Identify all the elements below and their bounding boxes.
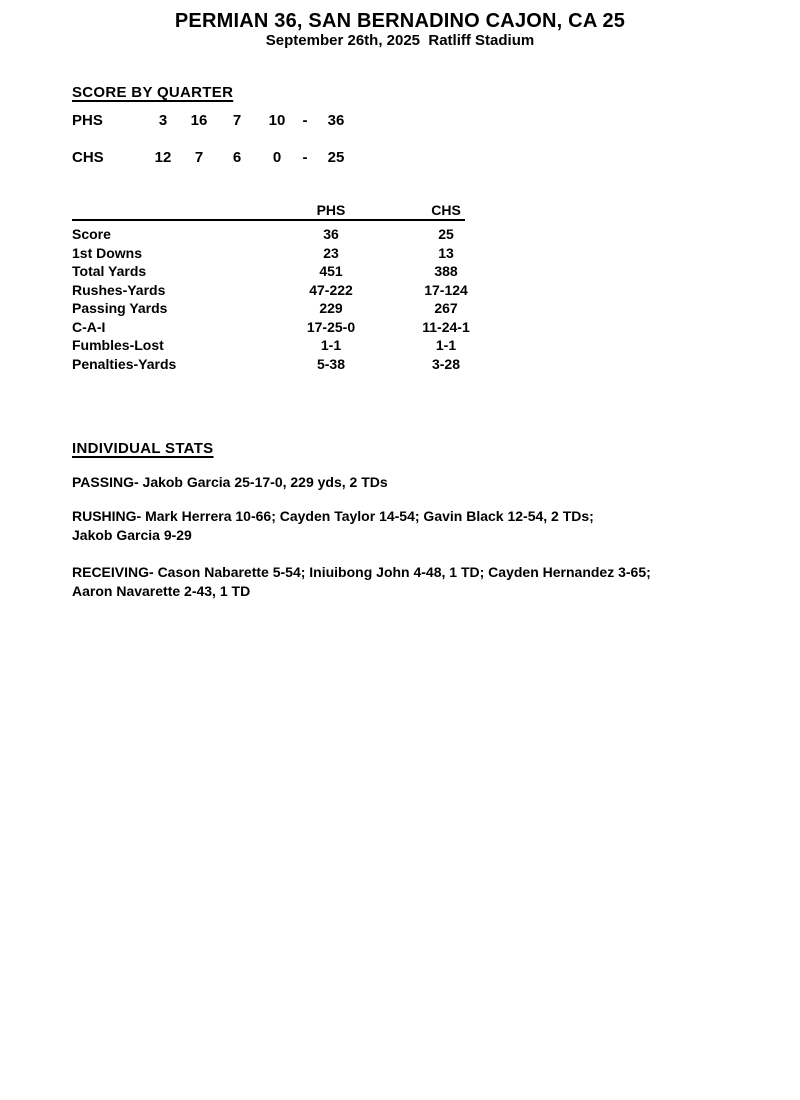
score-separator: - [302,112,308,129]
stat-value-chs: 13 [438,244,454,261]
stat-row-total-yards [72,262,490,281]
q2-score: 16 [190,112,208,129]
q4-score: 10 [268,112,286,129]
stat-row-cai [72,318,490,337]
quarter-row-phs [72,112,359,129]
stat-label: Passing Yards [72,300,168,316]
passing-line: PASSING- Jakob Garcia 25-17-0, 229 yds, 2 TDs [72,474,388,490]
stat-value-phs: 23 [323,244,339,261]
stat-value-phs: 1-1 [320,337,342,353]
stat-row-penalties-yards [72,355,490,374]
individual-stats-heading: INDIVIDUAL STATS [72,440,214,457]
q1-score: 3 [158,112,168,129]
stat-label: Fumbles-Lost [72,337,164,353]
q1-score: 12 [154,149,172,166]
team-stats-header-row [72,202,490,219]
q2-score: 7 [194,149,204,166]
team-stats-table [72,202,490,373]
q4-score: 0 [272,149,282,166]
stat-row-rushes-yards [72,281,490,300]
rushing-line: Jakob Garcia 9-29 [72,526,192,543]
passing-stats [72,473,772,492]
stat-label: Total Yards [72,263,147,279]
team-abbrev: PHS [72,112,103,129]
stat-value-phs: 17-25-0 [306,318,356,335]
stat-value-phs: 47-222 [309,281,353,298]
quarter-row-chs [72,149,359,166]
score-by-quarter-heading: SCORE BY QUARTER [72,84,234,101]
receiving-line: Aaron Navarette 2-43, 1 TD [72,582,251,599]
final-score: 36 [327,112,345,129]
receiving-stats [72,563,772,600]
team-abbrev: CHS [72,149,104,166]
page-title: PERMIAN 36, SAN BERNADINO CAJON, CA 25 [174,10,626,32]
stat-row-passing-yards [72,299,490,318]
stat-label: Rushes-Yards [72,281,166,298]
stat-row-score [72,225,490,244]
stat-value-chs: 17-124 [424,281,468,298]
chs-column-header: CHS [431,202,461,218]
stat-row-fumbles-lost [72,336,490,355]
stat-value-phs: 5-38 [316,355,346,372]
score-separator: - [302,149,308,166]
stat-label: Penalties-Yards [72,355,177,372]
stat-value-phs: 229 [319,300,343,316]
stat-label: 1st Downs [72,244,143,261]
q3-score: 7 [232,112,242,129]
receiving-line: RECEIVING- Cason Nabarette 5-54; Iniuibong John 4-48, 1 TD; Cayden Hernandez 3-65; [72,564,651,580]
stat-row-first-downs [72,244,490,263]
rushing-line: RUSHING- Mark Herrera 10-66; Cayden Taylor 14-54; Gavin Black 12-54, 2 TDs; [72,508,594,524]
stat-value-chs: 11-24-1 [422,318,470,335]
page-subtitle: September 26th, 2025 Ratliff Stadium [265,32,535,49]
stat-value-phs: 451 [319,263,343,279]
score-by-quarter-rows [72,112,359,186]
phs-column-header: PHS [316,202,346,218]
stat-value-chs: 388 [434,263,458,279]
stat-value-chs: 1-1 [435,337,457,353]
stat-label: C-A-I [72,318,106,335]
stat-value-chs: 3-28 [431,355,461,372]
stat-label: Score [72,226,111,242]
rushing-stats [72,507,772,544]
stat-value-phs: 36 [323,226,339,242]
final-score: 25 [327,149,345,166]
header-underline [72,219,465,221]
stat-value-chs: 25 [438,226,454,242]
q3-score: 6 [232,149,242,166]
stat-value-chs: 267 [434,300,458,316]
